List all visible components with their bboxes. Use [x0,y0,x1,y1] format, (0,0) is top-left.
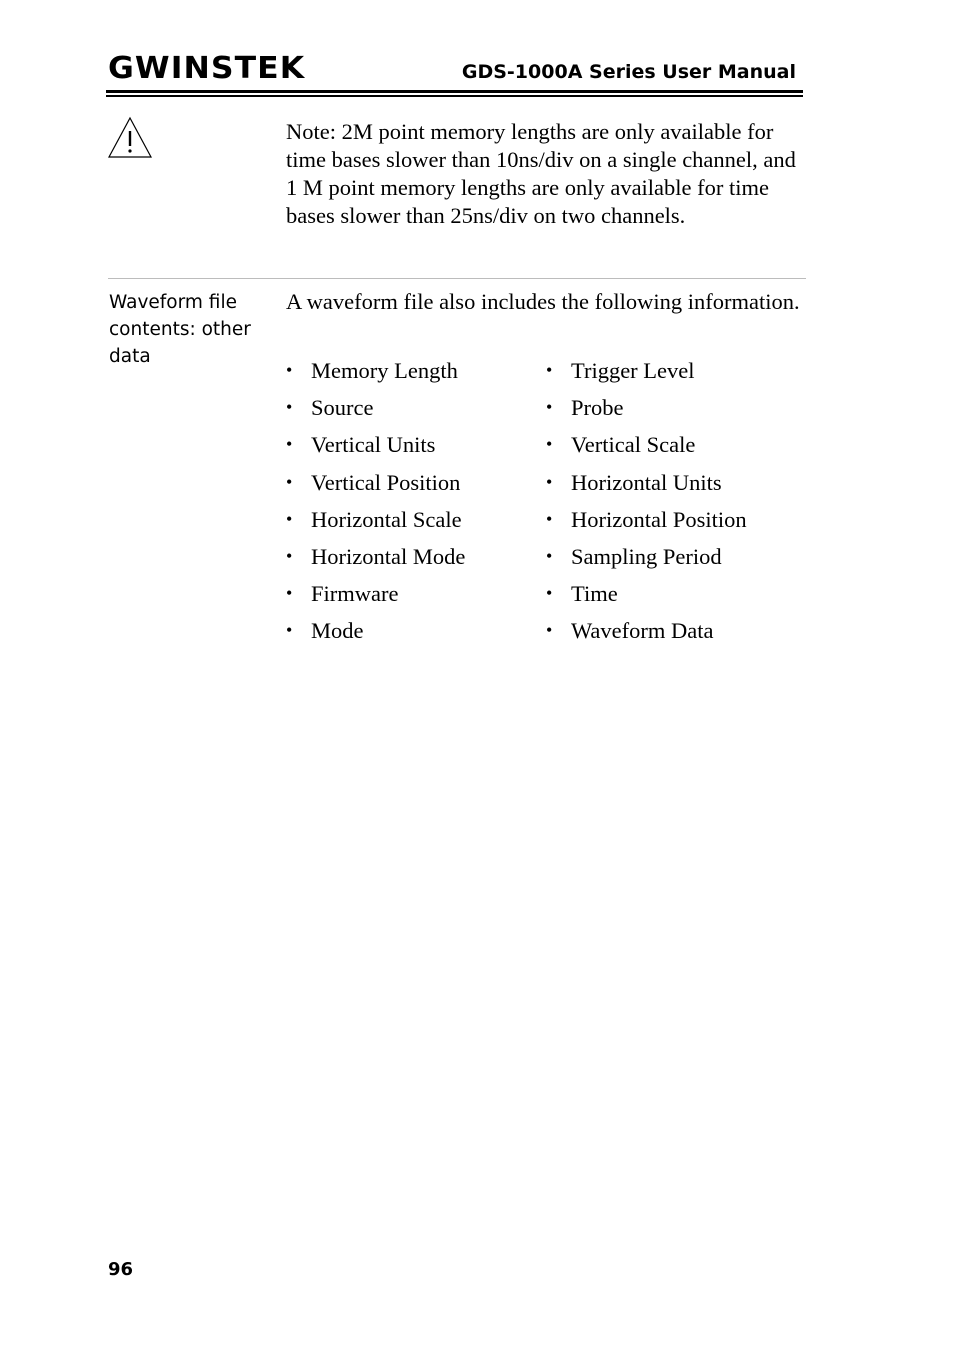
list-item: • Horizontal Position [546,501,804,538]
bullet-icon: • [286,434,293,455]
list-item: • Vertical Scale [546,426,804,463]
section-divider [108,278,806,279]
bullet-icon: • [546,620,553,641]
memory-length-note: Note: 2M point memory lengths are only available for time bases slower than 10ns/div on a single channel, and 1 M point memory lengths are only available for time bases slower than 25ns/div on two channels. [286,119,796,228]
list-item: • Firmware [286,575,536,612]
bullet-icon: • [546,545,553,566]
list-item: • Horizontal Units [546,464,804,501]
bullet-icon: • [546,583,553,604]
bullet-icon: • [546,471,553,492]
bullet-icon: • [286,397,293,418]
bullet-icon: • [546,360,553,380]
page-number: 96 [108,1259,134,1280]
list-item: • Mode [286,612,536,649]
bullet-icon: • [286,471,293,492]
list-item: • Vertical Units [286,426,536,463]
list-item: • Time [546,575,804,612]
bullet-icon: • [286,545,293,566]
bullet-icon: • [546,508,553,529]
info-list-right [546,352,804,650]
list-item: • Probe [546,389,804,426]
list-item: • Waveform Data [546,612,804,649]
list-item: • Source [286,389,536,426]
header-rule-thin [106,95,803,97]
info-list-left [286,352,536,650]
bullet-icon: • [286,583,293,604]
list-item: • Trigger Level [546,352,804,389]
brand-logo: GWINSTEK [108,51,306,86]
list-item: • Horizontal Mode [286,538,536,575]
section-label: Waveform file contents: other data [109,292,251,367]
list-item: • Memory Length [286,352,536,389]
list-item: • Horizontal Scale [286,501,536,538]
list-item: • Vertical Position [286,464,536,501]
bullet-icon: • [546,434,553,455]
header-rule-thick [106,90,803,93]
bullet-icon: • [286,360,293,380]
manual-title: GDS-1000A Series User Manual [461,61,796,83]
bullet-icon: • [286,620,293,641]
warning-triangle-icon [108,115,154,161]
bullet-icon: • [286,508,293,529]
section-intro: A waveform file also includes the following information. [286,289,800,314]
bullet-icon: • [546,397,553,418]
list-item: • Sampling Period [546,538,804,575]
